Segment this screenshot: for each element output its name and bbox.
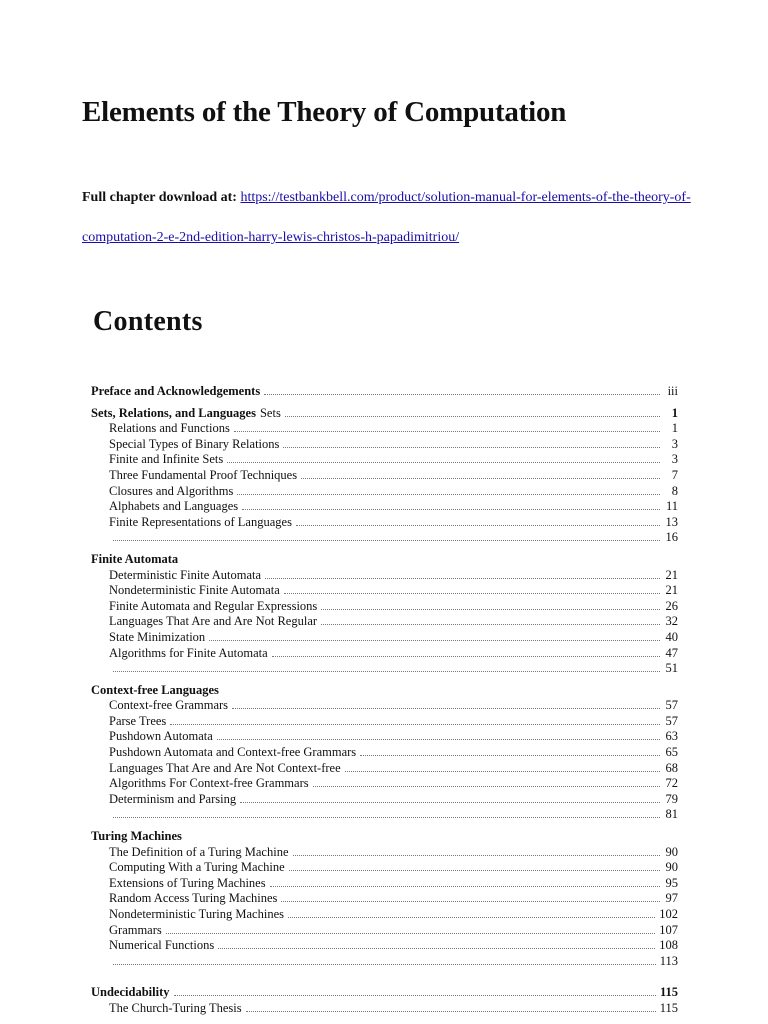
toc-leader xyxy=(284,583,660,594)
toc-section-row[interactable] xyxy=(91,614,678,630)
toc-section-page: 63 xyxy=(665,729,678,744)
toc-section-page: 21 xyxy=(665,567,678,582)
toc-chapter-title: Undecidability xyxy=(91,985,170,1000)
toc-section-page: 26 xyxy=(665,598,678,613)
toc-leader xyxy=(289,860,660,871)
toc-leader xyxy=(242,499,660,510)
toc-section-row[interactable] xyxy=(91,583,678,599)
toc-section-row[interactable] xyxy=(91,437,678,453)
toc-section-page: 72 xyxy=(665,776,678,791)
contents-heading: Contents xyxy=(93,306,203,337)
toc-section-page: 102 xyxy=(659,907,678,921)
toc-leader xyxy=(265,568,660,579)
toc-section-page: 95 xyxy=(665,875,678,890)
download-label: Full chapter download at: xyxy=(82,190,237,205)
toc-section-row[interactable] xyxy=(91,761,678,777)
toc-section-row[interactable] xyxy=(91,891,678,907)
toc-leader xyxy=(240,792,660,803)
toc-leader xyxy=(321,614,660,625)
toc-section-label: Deterministic Finite Automata xyxy=(109,567,262,582)
toc-section-row[interactable] xyxy=(91,745,678,761)
toc-chapter-first-section: Sets xyxy=(259,405,281,420)
toc-leader xyxy=(301,468,660,479)
toc-section-row[interactable] xyxy=(91,876,678,892)
toc-section-label: Finite and Infinite Sets xyxy=(109,452,224,467)
toc-section-label: Finite Automata and Regular Expressions xyxy=(109,598,318,613)
toc-section-page: 13 xyxy=(665,514,678,529)
toc-leader xyxy=(227,452,660,463)
toc-section-label: The Church-Turing Thesis xyxy=(109,1000,242,1015)
toc-preface-label: Preface and Acknowledgements xyxy=(91,384,261,398)
toc-leader xyxy=(217,729,660,740)
toc-section-row[interactable] xyxy=(91,938,678,954)
toc-section-page: 11 xyxy=(665,499,678,514)
toc-section-label: Algorithms For Context-free Grammars xyxy=(109,776,309,791)
toc-leader xyxy=(234,421,660,432)
toc-leader xyxy=(270,876,660,887)
toc-leader xyxy=(113,661,660,672)
toc-leader xyxy=(113,807,660,818)
toc-section-label: Languages That Are and Are Not Regular xyxy=(109,614,318,629)
toc-section-row[interactable] xyxy=(91,568,678,584)
toc-section-row[interactable] xyxy=(91,907,678,923)
toc-section-row[interactable] xyxy=(91,776,678,792)
toc-chapter-page: 1 xyxy=(671,405,678,420)
toc-section-page: 21 xyxy=(665,583,678,598)
toc-section-label: Algorithms for Finite Automata xyxy=(109,645,268,660)
toc-chapter-row[interactable] xyxy=(91,683,678,699)
toc-leader xyxy=(296,515,660,526)
toc-section-page: 108 xyxy=(659,938,678,953)
toc-section-page: 90 xyxy=(665,844,678,859)
toc-section-page: 115 xyxy=(659,1000,678,1015)
toc-section-row[interactable] xyxy=(91,923,678,939)
toc-section-row[interactable] xyxy=(91,954,678,970)
toc-section-label: Numerical Functions xyxy=(109,938,215,953)
toc-section-page: 81 xyxy=(665,807,678,822)
toc-section-label: Nondeterministic Finite Automata xyxy=(109,583,280,598)
toc-section-page: 107 xyxy=(659,922,678,937)
toc-section-row[interactable] xyxy=(91,646,678,662)
toc-section-row[interactable] xyxy=(91,661,678,677)
toc-section-page: 8 xyxy=(671,483,678,498)
toc-chapter-row[interactable] xyxy=(91,985,678,1001)
toc-section-page: 47 xyxy=(665,645,678,660)
toc-section-page: 65 xyxy=(665,745,678,760)
toc-section-label: Finite Representations of Languages xyxy=(109,514,292,529)
toc-section-page: 57 xyxy=(665,698,678,713)
toc-section-row[interactable] xyxy=(91,515,678,531)
toc-section-page: 40 xyxy=(665,629,678,644)
toc-section-row[interactable] xyxy=(91,807,678,823)
toc-section-row[interactable] xyxy=(91,599,678,615)
toc-section-label: Special Types of Binary Relations xyxy=(109,436,280,451)
toc-leader xyxy=(174,985,656,996)
toc-leader xyxy=(246,1001,656,1012)
toc-section-label: Nondeterministic Turing Machines xyxy=(109,907,284,921)
toc-section-row[interactable] xyxy=(91,792,678,808)
toc-leader xyxy=(321,599,660,610)
toc-leader xyxy=(360,745,660,756)
toc-section-row[interactable] xyxy=(91,484,678,500)
toc-section-label: Context-free Grammars xyxy=(109,698,229,713)
toc-leader xyxy=(166,923,655,934)
toc-leader xyxy=(313,776,660,787)
toc-section-row[interactable] xyxy=(91,714,678,730)
toc-section-page: 7 xyxy=(671,467,678,482)
toc-section-label: Determinism and Parsing xyxy=(109,791,237,806)
toc-section-label: Computing With a Turing Machine xyxy=(109,860,285,875)
toc-section-row[interactable] xyxy=(91,421,678,437)
toc-chapter-title: Finite Automata xyxy=(91,551,179,566)
toc-section-label: Parse Trees xyxy=(109,713,167,728)
toc-leader xyxy=(293,845,661,856)
toc-section-label: Relations and Functions xyxy=(109,421,230,436)
toc-section-row[interactable] xyxy=(91,452,678,468)
toc-chapter-title: Turing Machines xyxy=(91,829,182,844)
toc-preface-page: iii xyxy=(667,384,678,398)
toc-leader xyxy=(285,406,660,417)
toc-section-label: Random Access Turing Machines xyxy=(109,891,278,906)
toc-section-label: Three Fundamental Proof Techniques xyxy=(109,467,298,482)
toc-leader xyxy=(237,484,660,495)
toc-section-label: Languages That Are and Are Not Context-free xyxy=(109,760,341,775)
toc-section-page: 97 xyxy=(665,891,678,906)
toc-section-row[interactable] xyxy=(91,860,678,876)
download-link[interactable]: https://testbankbell.com/product/solution-manual-for-elements-of-the-theory-of-computation-2-e-2nd-edition-harry-lewis-christos-h-papadimitriou/ xyxy=(82,190,691,245)
toc-section-row[interactable] xyxy=(91,530,678,546)
toc-leader xyxy=(170,714,660,725)
toc-section-label: Closures and Algorithms xyxy=(109,483,234,498)
toc-section-page: 51 xyxy=(665,661,678,676)
toc-leader xyxy=(272,646,660,657)
toc-leader xyxy=(113,530,660,541)
toc-section-page: 57 xyxy=(665,713,678,728)
toc-section-page: 3 xyxy=(671,452,678,467)
table-of-contents xyxy=(91,384,678,1017)
toc-section-label: Extensions of Turing Machines xyxy=(109,875,266,890)
toc-section-row[interactable] xyxy=(91,630,678,646)
toc-section-page: 68 xyxy=(665,760,678,775)
toc-leader xyxy=(113,954,656,965)
toc-section-label: The Definition of a Turing Machine xyxy=(109,844,289,859)
toc-leader xyxy=(218,938,655,949)
toc-section-label: Pushdown Automata xyxy=(109,729,213,744)
toc-leader xyxy=(345,761,660,772)
toc-chapter-page: 115 xyxy=(659,985,678,1000)
toc-leader xyxy=(283,437,660,448)
toc-section-label: State Minimization xyxy=(109,629,206,644)
toc-section-row[interactable] xyxy=(91,1001,678,1017)
toc-leader xyxy=(288,907,655,918)
toc-section-row[interactable] xyxy=(91,729,678,745)
toc-preface-row[interactable] xyxy=(91,384,678,400)
toc-section-page: 1 xyxy=(671,421,678,436)
toc-section-page: 113 xyxy=(659,953,678,968)
toc-chapter-row[interactable] xyxy=(91,552,678,568)
toc-section-page: 32 xyxy=(665,614,678,629)
toc-chapter-title: Sets, Relations, and Languages xyxy=(91,405,256,420)
toc-section-row[interactable] xyxy=(91,468,678,484)
toc-section-page: 79 xyxy=(665,791,678,806)
toc-section-page: 90 xyxy=(665,860,678,875)
toc-section-page: 3 xyxy=(671,436,678,451)
toc-section-label: Pushdown Automata and Context-free Grammars xyxy=(109,745,357,760)
toc-section-label: Grammars xyxy=(109,922,162,937)
toc-chapter-row[interactable] xyxy=(91,406,678,422)
toc-chapter-row[interactable] xyxy=(91,829,678,845)
toc-section-row[interactable] xyxy=(91,499,678,515)
toc-leader xyxy=(281,891,660,902)
toc-section-page: 16 xyxy=(665,530,678,545)
toc-section-row[interactable] xyxy=(91,845,678,861)
toc-chapter-title: Context-free Languages xyxy=(91,682,219,697)
toc-leader xyxy=(264,384,660,395)
toc-section-row[interactable] xyxy=(91,698,678,714)
toc-section-label: Alphabets and Languages xyxy=(109,499,239,514)
download-note xyxy=(82,178,692,258)
toc-leader xyxy=(232,698,660,709)
toc-leader xyxy=(209,630,660,641)
document-title: Elements of the Theory of Computation xyxy=(82,96,567,128)
